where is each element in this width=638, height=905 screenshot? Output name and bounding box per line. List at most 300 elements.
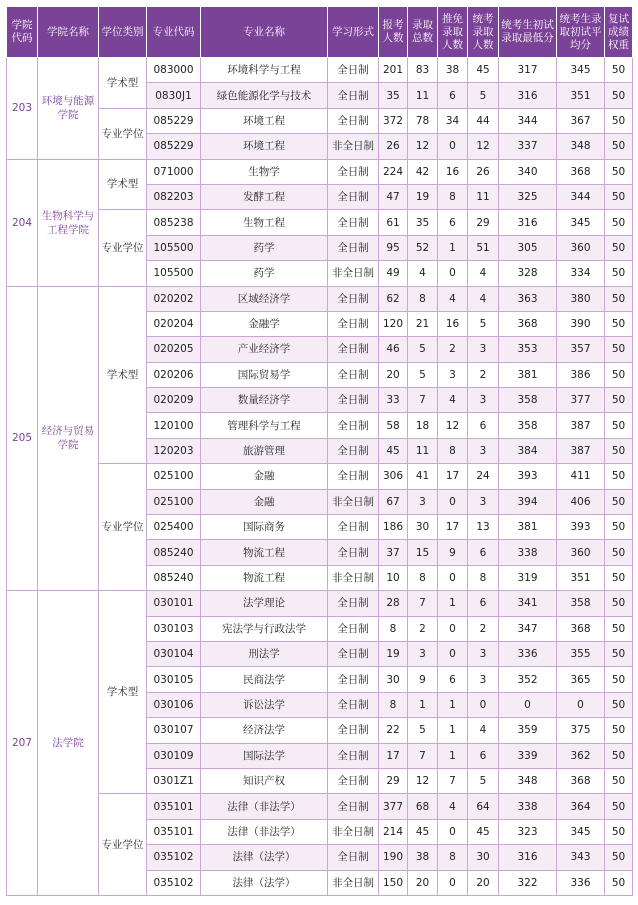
major-name-cell: 旅游管理 <box>201 438 328 463</box>
header-major-code: 专业代码 <box>147 7 201 58</box>
applicants-cell: 47 <box>379 184 408 209</box>
applicants-cell: 26 <box>379 134 408 159</box>
min-initial-score-cell: 338 <box>499 794 557 819</box>
study-mode-cell: 全日制 <box>328 337 379 362</box>
exempt-admitted-cell: 4 <box>438 794 468 819</box>
degree-type-cell: 专业学位 <box>99 108 147 159</box>
table-row <box>7 210 633 235</box>
exam-admitted-cell: 6 <box>468 591 499 616</box>
admitted-total-cell: 21 <box>408 311 438 336</box>
min-initial-score-cell: 393 <box>499 464 557 489</box>
major-code-cell: 085240 <box>147 565 201 590</box>
applicants-cell: 20 <box>379 362 408 387</box>
major-code-cell: 020209 <box>147 388 201 413</box>
min-initial-score-cell: 317 <box>499 58 557 83</box>
table-row <box>7 58 633 83</box>
applicants-cell: 190 <box>379 845 408 870</box>
exam-admitted-cell: 6 <box>468 413 499 438</box>
exam-admitted-cell: 4 <box>468 718 499 743</box>
avg-initial-score-cell: 360 <box>557 235 605 260</box>
major-name-cell: 诉讼法学 <box>201 692 328 717</box>
study-mode-cell: 全日制 <box>328 515 379 540</box>
exempt-admitted-cell: 16 <box>438 159 468 184</box>
applicants-cell: 62 <box>379 286 408 311</box>
major-name-cell: 金融学 <box>201 311 328 336</box>
min-initial-score-cell: 358 <box>499 388 557 413</box>
admitted-total-cell: 1 <box>408 692 438 717</box>
major-name-cell: 绿色能源化学与技术 <box>201 83 328 108</box>
retest-weight-cell: 50 <box>605 438 633 463</box>
study-mode-cell: 全日制 <box>328 667 379 692</box>
major-code-cell: 030101 <box>147 591 201 616</box>
major-code-cell: 085229 <box>147 134 201 159</box>
min-initial-score-cell: 359 <box>499 718 557 743</box>
header-study-mode: 学习形式 <box>328 7 379 58</box>
table-row <box>7 108 633 133</box>
college-name-cell: 环境与能源学院 <box>38 58 99 160</box>
admitted-total-cell: 7 <box>408 591 438 616</box>
exempt-admitted-cell: 4 <box>438 388 468 413</box>
avg-initial-score-cell: 365 <box>557 667 605 692</box>
exempt-admitted-cell: 0 <box>438 819 468 844</box>
exempt-admitted-cell: 7 <box>438 768 468 793</box>
study-mode-cell: 全日制 <box>328 413 379 438</box>
min-initial-score-cell: 325 <box>499 184 557 209</box>
applicants-cell: 214 <box>379 819 408 844</box>
min-initial-score-cell: 337 <box>499 134 557 159</box>
exam-admitted-cell: 3 <box>468 438 499 463</box>
major-name-cell: 生物学 <box>201 159 328 184</box>
exempt-admitted-cell: 0 <box>438 565 468 590</box>
major-code-cell: 030105 <box>147 667 201 692</box>
study-mode-cell: 非全日制 <box>328 565 379 590</box>
admission-table <box>6 6 633 896</box>
admitted-total-cell: 15 <box>408 540 438 565</box>
retest-weight-cell: 50 <box>605 413 633 438</box>
avg-initial-score-cell: 351 <box>557 83 605 108</box>
major-name-cell: 法律（非法学） <box>201 819 328 844</box>
retest-weight-cell: 50 <box>605 489 633 514</box>
major-code-cell: 085240 <box>147 540 201 565</box>
avg-initial-score-cell: 367 <box>557 108 605 133</box>
major-name-cell: 环境工程 <box>201 108 328 133</box>
min-initial-score-cell: 347 <box>499 616 557 641</box>
retest-weight-cell: 50 <box>605 870 633 895</box>
exam-admitted-cell: 0 <box>468 692 499 717</box>
avg-initial-score-cell: 386 <box>557 362 605 387</box>
exam-admitted-cell: 11 <box>468 184 499 209</box>
exempt-admitted-cell: 2 <box>438 337 468 362</box>
admitted-total-cell: 5 <box>408 337 438 362</box>
min-initial-score-cell: 316 <box>499 845 557 870</box>
header-avg-initial-score: 统考生录取初试平均分 <box>557 7 605 58</box>
exempt-admitted-cell: 12 <box>438 413 468 438</box>
table-body <box>7 58 633 896</box>
major-code-cell: 105500 <box>147 261 201 286</box>
min-initial-score-cell: 319 <box>499 565 557 590</box>
applicants-cell: 37 <box>379 540 408 565</box>
exam-admitted-cell: 3 <box>468 388 499 413</box>
study-mode-cell: 全日制 <box>328 616 379 641</box>
major-name-cell: 发酵工程 <box>201 184 328 209</box>
exempt-admitted-cell: 0 <box>438 641 468 666</box>
study-mode-cell: 全日制 <box>328 235 379 260</box>
major-code-cell: 020205 <box>147 337 201 362</box>
exempt-admitted-cell: 1 <box>438 743 468 768</box>
major-name-cell: 金融 <box>201 489 328 514</box>
min-initial-score-cell: 305 <box>499 235 557 260</box>
admission-table-container <box>6 6 632 896</box>
exam-admitted-cell: 45 <box>468 819 499 844</box>
applicants-cell: 33 <box>379 388 408 413</box>
admitted-total-cell: 68 <box>408 794 438 819</box>
min-initial-score-cell: 394 <box>499 489 557 514</box>
retest-weight-cell: 50 <box>605 743 633 768</box>
major-name-cell: 药学 <box>201 235 328 260</box>
avg-initial-score-cell: 368 <box>557 768 605 793</box>
study-mode-cell: 全日制 <box>328 768 379 793</box>
admitted-total-cell: 78 <box>408 108 438 133</box>
exempt-admitted-cell: 0 <box>438 489 468 514</box>
exam-admitted-cell: 5 <box>468 311 499 336</box>
major-name-cell: 国际贸易学 <box>201 362 328 387</box>
degree-type-cell: 学术型 <box>99 286 147 464</box>
header-applicants: 报考人数 <box>379 7 408 58</box>
study-mode-cell: 全日制 <box>328 362 379 387</box>
admitted-total-cell: 19 <box>408 184 438 209</box>
degree-type-cell: 专业学位 <box>99 464 147 591</box>
exam-admitted-cell: 12 <box>468 134 499 159</box>
degree-type-cell: 学术型 <box>99 591 147 794</box>
study-mode-cell: 全日制 <box>328 743 379 768</box>
admitted-total-cell: 3 <box>408 489 438 514</box>
admitted-total-cell: 11 <box>408 83 438 108</box>
applicants-cell: 150 <box>379 870 408 895</box>
min-initial-score-cell: 353 <box>499 337 557 362</box>
avg-initial-score-cell: 357 <box>557 337 605 362</box>
applicants-cell: 28 <box>379 591 408 616</box>
major-code-cell: 025400 <box>147 515 201 540</box>
major-name-cell: 经济法学 <box>201 718 328 743</box>
retest-weight-cell: 50 <box>605 667 633 692</box>
min-initial-score-cell: 323 <box>499 819 557 844</box>
major-name-cell: 产业经济学 <box>201 337 328 362</box>
retest-weight-cell: 50 <box>605 591 633 616</box>
retest-weight-cell: 50 <box>605 718 633 743</box>
exempt-admitted-cell: 4 <box>438 286 468 311</box>
major-name-cell: 物流工程 <box>201 540 328 565</box>
admitted-total-cell: 18 <box>408 413 438 438</box>
study-mode-cell: 全日制 <box>328 794 379 819</box>
min-initial-score-cell: 0 <box>499 692 557 717</box>
header-college-code: 学院代码 <box>7 7 38 58</box>
study-mode-cell: 全日制 <box>328 641 379 666</box>
table-row <box>7 286 633 311</box>
major-name-cell: 知识产权 <box>201 768 328 793</box>
study-mode-cell: 非全日制 <box>328 819 379 844</box>
min-initial-score-cell: 316 <box>499 210 557 235</box>
college-code-cell: 205 <box>7 286 38 591</box>
min-initial-score-cell: 363 <box>499 286 557 311</box>
exempt-admitted-cell: 17 <box>438 464 468 489</box>
admitted-total-cell: 3 <box>408 641 438 666</box>
min-initial-score-cell: 336 <box>499 641 557 666</box>
college-code-cell: 204 <box>7 159 38 286</box>
exam-admitted-cell: 30 <box>468 845 499 870</box>
avg-initial-score-cell: 364 <box>557 794 605 819</box>
exam-admitted-cell: 3 <box>468 489 499 514</box>
major-code-cell: 025100 <box>147 489 201 514</box>
study-mode-cell: 全日制 <box>328 591 379 616</box>
min-initial-score-cell: 381 <box>499 515 557 540</box>
study-mode-cell: 非全日制 <box>328 489 379 514</box>
exam-admitted-cell: 20 <box>468 870 499 895</box>
avg-initial-score-cell: 380 <box>557 286 605 311</box>
major-code-cell: 035101 <box>147 819 201 844</box>
applicants-cell: 29 <box>379 768 408 793</box>
exempt-admitted-cell: 17 <box>438 515 468 540</box>
applicants-cell: 8 <box>379 616 408 641</box>
major-code-cell: 020204 <box>147 311 201 336</box>
exam-admitted-cell: 4 <box>468 261 499 286</box>
admitted-total-cell: 5 <box>408 718 438 743</box>
retest-weight-cell: 50 <box>605 768 633 793</box>
college-code-cell: 207 <box>7 591 38 896</box>
exempt-admitted-cell: 0 <box>438 616 468 641</box>
major-code-cell: 030106 <box>147 692 201 717</box>
min-initial-score-cell: 344 <box>499 108 557 133</box>
avg-initial-score-cell: 358 <box>557 591 605 616</box>
min-initial-score-cell: 352 <box>499 667 557 692</box>
major-code-cell: 083000 <box>147 58 201 83</box>
exempt-admitted-cell: 0 <box>438 261 468 286</box>
min-initial-score-cell: 348 <box>499 768 557 793</box>
major-name-cell: 国际法学 <box>201 743 328 768</box>
admitted-total-cell: 7 <box>408 743 438 768</box>
avg-initial-score-cell: 377 <box>557 388 605 413</box>
college-name-cell: 生物科学与工程学院 <box>38 159 99 286</box>
admitted-total-cell: 9 <box>408 667 438 692</box>
major-name-cell: 数量经济学 <box>201 388 328 413</box>
major-name-cell: 管理科学与工程 <box>201 413 328 438</box>
applicants-cell: 372 <box>379 108 408 133</box>
header-degree-type: 学位类别 <box>99 7 147 58</box>
applicants-cell: 35 <box>379 83 408 108</box>
major-name-cell: 区域经济学 <box>201 286 328 311</box>
applicants-cell: 30 <box>379 667 408 692</box>
major-name-cell: 物流工程 <box>201 565 328 590</box>
retest-weight-cell: 50 <box>605 565 633 590</box>
major-code-cell: 0830J1 <box>147 83 201 108</box>
applicants-cell: 186 <box>379 515 408 540</box>
admitted-total-cell: 8 <box>408 565 438 590</box>
study-mode-cell: 全日制 <box>328 210 379 235</box>
exempt-admitted-cell: 6 <box>438 210 468 235</box>
major-name-cell: 环境科学与工程 <box>201 58 328 83</box>
degree-type-cell: 学术型 <box>99 159 147 210</box>
min-initial-score-cell: 341 <box>499 591 557 616</box>
study-mode-cell: 全日制 <box>328 108 379 133</box>
exam-admitted-cell: 3 <box>468 667 499 692</box>
major-code-cell: 085238 <box>147 210 201 235</box>
table-row <box>7 591 633 616</box>
avg-initial-score-cell: 344 <box>557 184 605 209</box>
table-row <box>7 464 633 489</box>
study-mode-cell: 全日制 <box>328 311 379 336</box>
exam-admitted-cell: 64 <box>468 794 499 819</box>
avg-initial-score-cell: 368 <box>557 159 605 184</box>
exempt-admitted-cell: 1 <box>438 235 468 260</box>
header-min-initial-score: 统考生初试录取最低分 <box>499 7 557 58</box>
exempt-admitted-cell: 0 <box>438 870 468 895</box>
study-mode-cell: 非全日制 <box>328 261 379 286</box>
exam-admitted-cell: 24 <box>468 464 499 489</box>
exempt-admitted-cell: 6 <box>438 667 468 692</box>
table-header <box>7 7 633 58</box>
retest-weight-cell: 50 <box>605 616 633 641</box>
study-mode-cell: 全日制 <box>328 83 379 108</box>
admitted-total-cell: 41 <box>408 464 438 489</box>
admitted-total-cell: 45 <box>408 819 438 844</box>
header-exempt-admitted: 推免录取人数 <box>438 7 468 58</box>
exam-admitted-cell: 4 <box>468 286 499 311</box>
exempt-admitted-cell: 34 <box>438 108 468 133</box>
avg-initial-score-cell: 345 <box>557 58 605 83</box>
major-name-cell: 法律（非法学） <box>201 794 328 819</box>
admitted-total-cell: 12 <box>408 768 438 793</box>
major-name-cell: 宪法学与行政法学 <box>201 616 328 641</box>
study-mode-cell: 全日制 <box>328 286 379 311</box>
retest-weight-cell: 50 <box>605 692 633 717</box>
major-code-cell: 105500 <box>147 235 201 260</box>
header-exam-admitted: 统考录取人数 <box>468 7 499 58</box>
major-code-cell: 0301Z1 <box>147 768 201 793</box>
retest-weight-cell: 50 <box>605 515 633 540</box>
retest-weight-cell: 50 <box>605 794 633 819</box>
retest-weight-cell: 50 <box>605 134 633 159</box>
avg-initial-score-cell: 348 <box>557 134 605 159</box>
applicants-cell: 8 <box>379 692 408 717</box>
study-mode-cell: 全日制 <box>328 540 379 565</box>
major-code-cell: 030103 <box>147 616 201 641</box>
applicants-cell: 46 <box>379 337 408 362</box>
college-name-cell: 经济与贸易学院 <box>38 286 99 591</box>
header-major-name: 专业名称 <box>201 7 328 58</box>
applicants-cell: 22 <box>379 718 408 743</box>
retest-weight-cell: 50 <box>605 819 633 844</box>
avg-initial-score-cell: 375 <box>557 718 605 743</box>
min-initial-score-cell: 368 <box>499 311 557 336</box>
avg-initial-score-cell: 393 <box>557 515 605 540</box>
table-row <box>7 794 633 819</box>
admitted-total-cell: 20 <box>408 870 438 895</box>
applicants-cell: 95 <box>379 235 408 260</box>
admitted-total-cell: 11 <box>408 438 438 463</box>
exempt-admitted-cell: 8 <box>438 438 468 463</box>
admitted-total-cell: 8 <box>408 286 438 311</box>
retest-weight-cell: 50 <box>605 845 633 870</box>
applicants-cell: 201 <box>379 58 408 83</box>
exam-admitted-cell: 2 <box>468 616 499 641</box>
exam-admitted-cell: 5 <box>468 83 499 108</box>
applicants-cell: 306 <box>379 464 408 489</box>
retest-weight-cell: 50 <box>605 184 633 209</box>
min-initial-score-cell: 340 <box>499 159 557 184</box>
exam-admitted-cell: 5 <box>468 768 499 793</box>
exempt-admitted-cell: 9 <box>438 540 468 565</box>
avg-initial-score-cell: 351 <box>557 565 605 590</box>
exempt-admitted-cell: 1 <box>438 692 468 717</box>
avg-initial-score-cell: 387 <box>557 438 605 463</box>
exempt-admitted-cell: 0 <box>438 134 468 159</box>
avg-initial-score-cell: 345 <box>557 210 605 235</box>
college-code-cell: 203 <box>7 58 38 160</box>
min-initial-score-cell: 358 <box>499 413 557 438</box>
applicants-cell: 58 <box>379 413 408 438</box>
study-mode-cell: 全日制 <box>328 464 379 489</box>
major-code-cell: 030109 <box>147 743 201 768</box>
exam-admitted-cell: 6 <box>468 540 499 565</box>
applicants-cell: 377 <box>379 794 408 819</box>
exempt-admitted-cell: 6 <box>438 83 468 108</box>
avg-initial-score-cell: 411 <box>557 464 605 489</box>
min-initial-score-cell: 322 <box>499 870 557 895</box>
major-code-cell: 020206 <box>147 362 201 387</box>
major-name-cell: 生物工程 <box>201 210 328 235</box>
exam-admitted-cell: 3 <box>468 641 499 666</box>
retest-weight-cell: 50 <box>605 540 633 565</box>
retest-weight-cell: 50 <box>605 337 633 362</box>
study-mode-cell: 全日制 <box>328 692 379 717</box>
admitted-total-cell: 2 <box>408 616 438 641</box>
exempt-admitted-cell: 1 <box>438 591 468 616</box>
header-admitted-total: 录取总数 <box>408 7 438 58</box>
applicants-cell: 49 <box>379 261 408 286</box>
admitted-total-cell: 52 <box>408 235 438 260</box>
exempt-admitted-cell: 8 <box>438 184 468 209</box>
exempt-admitted-cell: 3 <box>438 362 468 387</box>
exam-admitted-cell: 44 <box>468 108 499 133</box>
retest-weight-cell: 50 <box>605 235 633 260</box>
retest-weight-cell: 50 <box>605 108 633 133</box>
min-initial-score-cell: 384 <box>499 438 557 463</box>
degree-type-cell: 学术型 <box>99 58 147 109</box>
retest-weight-cell: 50 <box>605 362 633 387</box>
min-initial-score-cell: 339 <box>499 743 557 768</box>
exam-admitted-cell: 8 <box>468 565 499 590</box>
major-code-cell: 030104 <box>147 641 201 666</box>
admitted-total-cell: 38 <box>408 845 438 870</box>
major-name-cell: 金融 <box>201 464 328 489</box>
retest-weight-cell: 50 <box>605 83 633 108</box>
study-mode-cell: 非全日制 <box>328 870 379 895</box>
exempt-admitted-cell: 16 <box>438 311 468 336</box>
header-retest-weight: 复试成绩权重 <box>605 7 633 58</box>
major-name-cell: 民商法学 <box>201 667 328 692</box>
study-mode-cell: 全日制 <box>328 58 379 83</box>
major-code-cell: 035102 <box>147 845 201 870</box>
retest-weight-cell: 50 <box>605 286 633 311</box>
study-mode-cell: 全日制 <box>328 184 379 209</box>
admitted-total-cell: 83 <box>408 58 438 83</box>
exempt-admitted-cell: 38 <box>438 58 468 83</box>
exempt-admitted-cell: 1 <box>438 718 468 743</box>
applicants-cell: 10 <box>379 565 408 590</box>
applicants-cell: 19 <box>379 641 408 666</box>
applicants-cell: 120 <box>379 311 408 336</box>
study-mode-cell: 全日制 <box>328 388 379 413</box>
exam-admitted-cell: 45 <box>468 58 499 83</box>
